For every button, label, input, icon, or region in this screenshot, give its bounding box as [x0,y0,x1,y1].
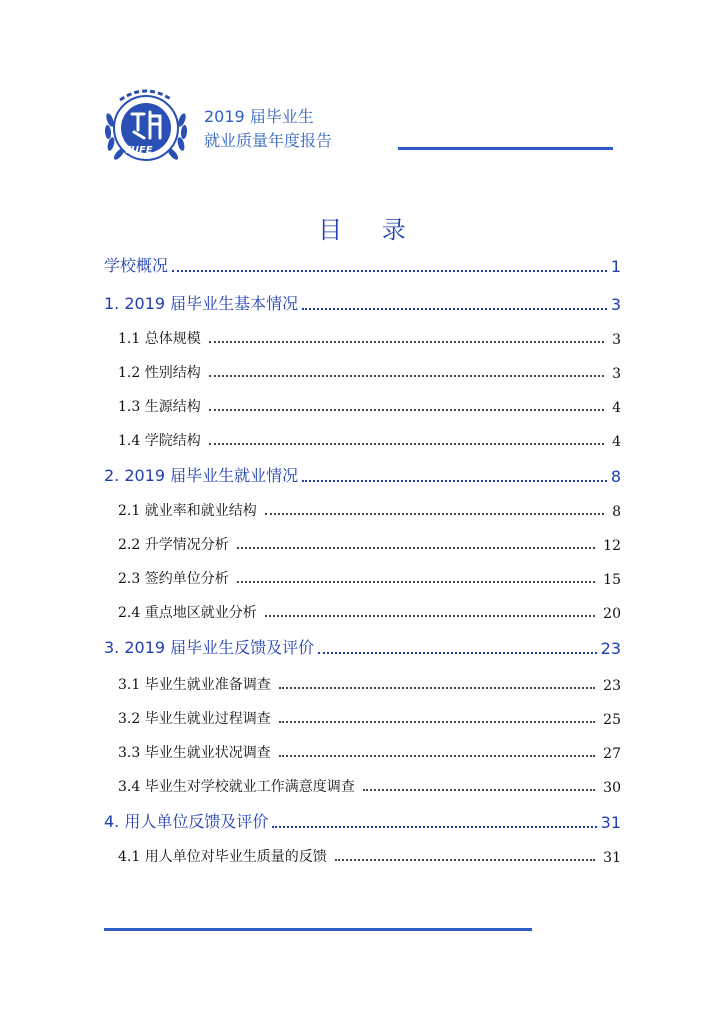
toc-leader-dots [265,615,595,617]
toc-entry-label: 1.3 生源结构 [118,399,201,415]
toc-leader-dots [302,308,607,310]
toc-entry[interactable] [104,252,621,276]
toc-leader-dots [209,341,604,343]
toc-entry[interactable] [104,496,621,520]
toc-entry[interactable] [104,462,621,486]
toc-leader-dots [237,581,595,583]
toc-entry-label: 1.1 总体规模 [118,331,201,347]
toc-entry-page: 8 [610,467,621,486]
toc-leader-dots [279,687,595,689]
toc-entry[interactable] [104,564,621,588]
toc-leader-dots [209,443,604,445]
toc-leader-dots [302,480,607,482]
toc-leader-dots [318,652,596,654]
toc-entry-page: 4 [612,400,621,416]
toc-entry-page: 3 [612,332,621,348]
toc-entry-label: 4.1 用人单位对毕业生质量的反馈 [118,849,327,865]
toc-entry-label: 3.1 毕业生就业准备调查 [118,677,271,693]
toc-entry-page: 23 [600,639,621,658]
toc-entry-label: 1.2 性别结构 [118,365,201,381]
toc-entry[interactable] [104,634,621,658]
toc-entry-page: 23 [603,678,621,694]
toc-entry-page: 4 [612,434,621,450]
toc-entry[interactable] [104,426,621,450]
toc-entry[interactable] [104,842,621,866]
toc-entry-page: 30 [603,780,621,796]
toc-entry-page: 12 [603,538,621,554]
toc-entry-label: 1.4 学院结构 [118,433,201,449]
toc-entry[interactable] [104,808,621,832]
toc-leader-dots [209,375,604,377]
toc-leader-dots [209,409,604,411]
toc-leader-dots [279,755,595,757]
toc-entry[interactable] [104,530,621,554]
toc-entry-label: 3.4 毕业生对学校就业工作满意度调查 [118,779,355,795]
toc-entry-page: 3 [610,295,621,314]
logo-abbreviation: TUFE [124,145,153,156]
toc-leader-dots [172,270,607,272]
toc-entry[interactable] [104,358,621,382]
toc-leader-dots [237,547,595,549]
toc-entry[interactable] [104,324,621,348]
toc-entry-page: 31 [603,850,621,866]
toc-leader-dots [335,859,595,861]
university-logo [100,80,192,172]
toc-entry-page: 15 [603,572,621,588]
toc-entry[interactable] [104,704,621,728]
toc-entry-page: 31 [600,813,621,832]
report-title-line2: 就业质量年度报告 [204,131,333,150]
toc-leader-dots [279,721,595,723]
toc-entry-page: 27 [603,746,621,762]
toc-entry-page: 3 [612,366,621,382]
toc-leader-dots [272,826,596,828]
toc-entry-label: 2. 2019 届毕业生就业情况 [104,466,299,485]
toc-entry[interactable] [104,598,621,622]
toc-leader-dots [265,513,604,515]
toc-entry-label: 4. 用人单位反馈及评价 [104,812,269,831]
toc-entry[interactable] [104,670,621,694]
toc-entry[interactable] [104,392,621,416]
toc-entry[interactable] [104,738,621,762]
toc-entry-label: 2.3 签约单位分析 [118,571,229,587]
toc-entry-page: 25 [603,712,621,728]
toc-title: 目 录 [318,216,422,244]
toc-entry[interactable] [104,772,621,796]
toc-leader-dots [363,789,595,791]
report-title [204,105,332,153]
toc-entry-label: 2.2 升学情况分析 [118,537,229,553]
toc-entry-label: 2.4 重点地区就业分析 [118,605,257,621]
toc-entry-label: 3.2 毕业生就业过程调查 [118,711,271,727]
toc-entry-page: 8 [612,504,621,520]
toc-entry-label: 学校概况 [104,256,169,275]
header-rule [398,147,613,150]
toc-entry[interactable] [104,290,621,314]
report-title-line1: 2019 届毕业生 [204,107,314,126]
toc-entry-label: 1. 2019 届毕业生基本情况 [104,294,299,313]
toc-entry-label: 3. 2019 届毕业生反馈及评价 [104,638,315,657]
toc-entry-label: 3.3 毕业生就业状况调查 [118,745,271,761]
toc-entry-page: 1 [610,257,621,276]
toc-entry-label: 2.1 就业率和就业结构 [118,503,257,519]
footer-rule [104,928,532,931]
toc-entry-page: 20 [603,606,621,622]
